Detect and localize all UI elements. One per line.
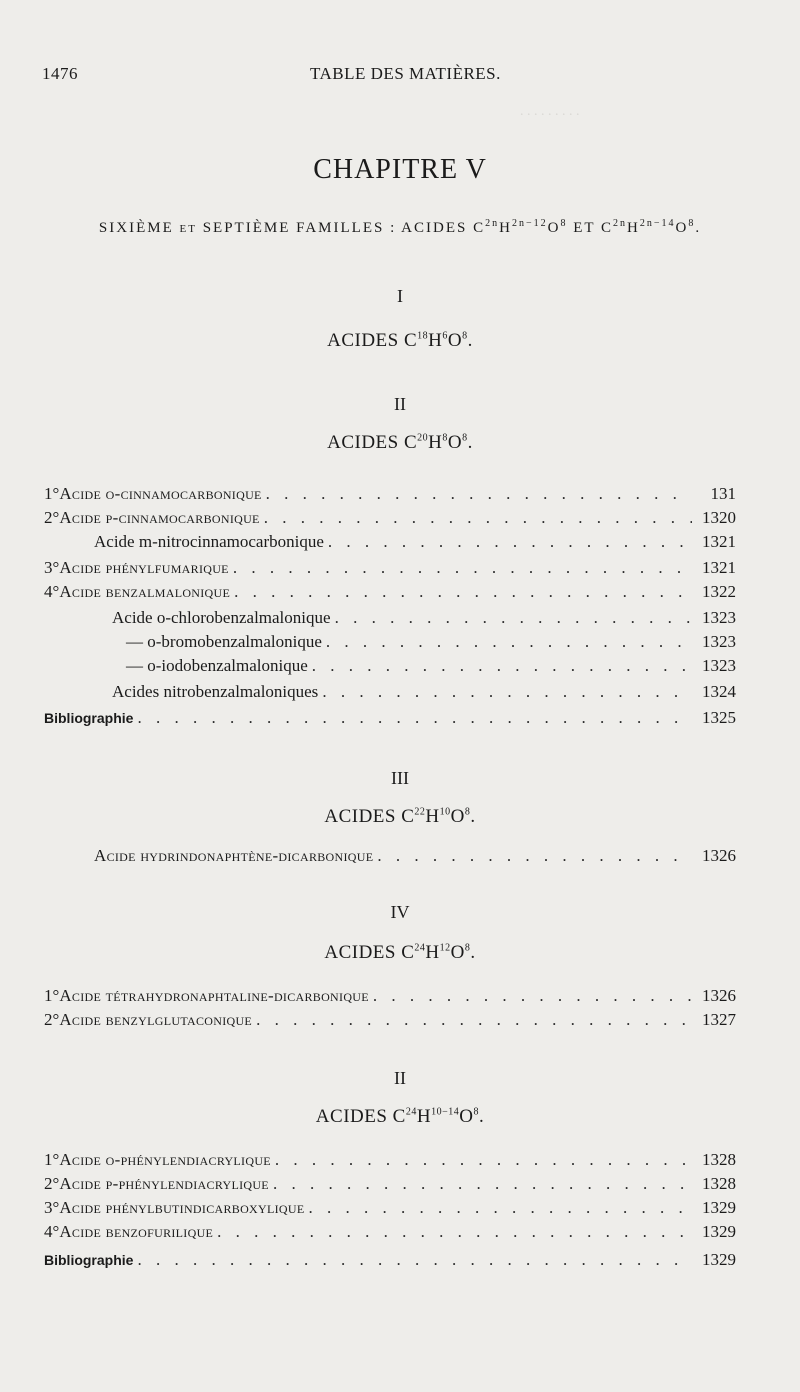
toc-entry-bibliography bbox=[44, 708, 736, 732]
toc-entry bbox=[44, 1198, 736, 1222]
entry-page: 1327 bbox=[702, 1010, 736, 1029]
toc-entry-bibliography bbox=[44, 1250, 736, 1274]
entry-page: 1326 bbox=[702, 986, 736, 1005]
entry-number: 2° bbox=[44, 508, 60, 527]
page-number: 1476 bbox=[42, 64, 78, 83]
entry-page: 1320 bbox=[702, 508, 736, 527]
toc-entry bbox=[112, 608, 736, 632]
entry-label: Acide benzylglutaconique bbox=[59, 1010, 253, 1029]
bleed-through-text: . . . . . . . . . bbox=[520, 104, 580, 119]
entry-page: 1325 bbox=[702, 708, 736, 727]
entry-label: — o-bromobenzalmalonique bbox=[126, 632, 322, 651]
running-title: TABLE DES MATIÈRES. bbox=[310, 64, 501, 83]
entry-page: 1322 bbox=[702, 582, 736, 601]
entry-number: 2° bbox=[44, 1010, 60, 1029]
section-number: II bbox=[394, 1068, 406, 1088]
entry-label: Acide benzalmalonique bbox=[59, 582, 231, 601]
entry-label: Acide benzofurilique bbox=[59, 1222, 214, 1241]
entry-page: 1328 bbox=[702, 1150, 736, 1169]
entry-label: Acide m-nitrocinnamocarbonique bbox=[94, 532, 324, 551]
toc-entry bbox=[94, 846, 736, 870]
toc-entry bbox=[112, 682, 736, 706]
toc-entry bbox=[126, 632, 736, 656]
toc-entry bbox=[44, 986, 736, 1010]
section-heading: ACIDES $C^{24}H^{12}O^8$. bbox=[324, 942, 476, 963]
toc-entry bbox=[94, 532, 736, 556]
entry-page: 1329 bbox=[702, 1222, 736, 1241]
entry-page: 1324 bbox=[702, 682, 736, 701]
entry-label: — o-iodobenzalmalonique bbox=[126, 656, 308, 675]
entry-number: 4° bbox=[44, 582, 60, 601]
entry-label: Bibliographie bbox=[44, 1252, 134, 1268]
toc-entry bbox=[44, 508, 736, 532]
entry-label: Acide o-cinnamocarbonique bbox=[59, 484, 262, 503]
section-heading: ACIDES $C^{22}H^{10}O^8$. bbox=[324, 806, 476, 827]
section-number: III bbox=[391, 768, 409, 788]
entry-label: Acide phénylbutindicarboxylique bbox=[59, 1198, 305, 1217]
entry-number: 1° bbox=[44, 1150, 60, 1169]
entry-number: 2° bbox=[44, 1174, 60, 1193]
entry-number: 3° bbox=[44, 558, 60, 577]
entry-number: 3° bbox=[44, 1198, 60, 1217]
entry-label: Acide o-phénylendiacrylique bbox=[59, 1150, 271, 1169]
entry-page: 1329 bbox=[702, 1198, 736, 1217]
entry-number: 1° bbox=[44, 986, 60, 1005]
toc-entry bbox=[44, 1150, 736, 1174]
chapter-title: CHAPITRE V bbox=[313, 154, 487, 185]
toc-entry bbox=[44, 1010, 736, 1034]
toc-entry bbox=[44, 1174, 736, 1198]
toc-entry bbox=[126, 656, 736, 680]
toc-entry bbox=[44, 1222, 736, 1246]
entry-label: Acide o-chlorobenzalmalonique bbox=[112, 608, 331, 627]
entry-page: 1326 bbox=[702, 846, 736, 865]
entry-page: 1323 bbox=[702, 608, 736, 627]
entry-number: 4° bbox=[44, 1222, 60, 1241]
entry-label: Acide p-cinnamocarbonique bbox=[59, 508, 260, 527]
toc-entry bbox=[44, 582, 736, 606]
entry-page: 1329 bbox=[702, 1250, 736, 1269]
entry-page: 1321 bbox=[702, 558, 736, 577]
toc-entry bbox=[44, 484, 736, 508]
entry-page: 1323 bbox=[702, 656, 736, 675]
entry-label: Acide tétrahydronaphtaline-dicarbonique bbox=[59, 986, 369, 1005]
entry-label: Acide p-phénylendiacrylique bbox=[59, 1174, 269, 1193]
entry-label: Bibliographie bbox=[44, 710, 134, 726]
section-number: I bbox=[397, 286, 403, 306]
section-heading: ACIDES $C^{20}H^8O^8$. bbox=[327, 432, 473, 453]
entry-label: Acides nitrobenzalmaloniques bbox=[112, 682, 319, 701]
chapter-subtitle: SIXIÈME ET SEPTIÈME FAMILLES : ACIDES $C^{2n}H^{2n-12}O^8$ ET $C^{2n}H^{2n-14}O^8$. bbox=[98, 218, 702, 236]
section-heading: ACIDES $C^{24}H^{10-14}O^8$. bbox=[315, 1106, 485, 1127]
entry-page: 131 bbox=[710, 484, 736, 503]
section-heading: ACIDES $C^{18}H^6O^8$. bbox=[327, 330, 473, 351]
section-number: II bbox=[394, 394, 406, 414]
section-number: IV bbox=[390, 902, 410, 922]
toc-entry bbox=[44, 558, 736, 582]
entry-number: 1° bbox=[44, 484, 60, 503]
entry-page: 1323 bbox=[702, 632, 736, 651]
entry-page: 1321 bbox=[702, 532, 736, 551]
entry-page: 1328 bbox=[702, 1174, 736, 1193]
entry-label: Acide hydrindonaphtène-dicarbonique bbox=[94, 846, 374, 865]
entry-label: Acide phénylfumarique bbox=[59, 558, 229, 577]
